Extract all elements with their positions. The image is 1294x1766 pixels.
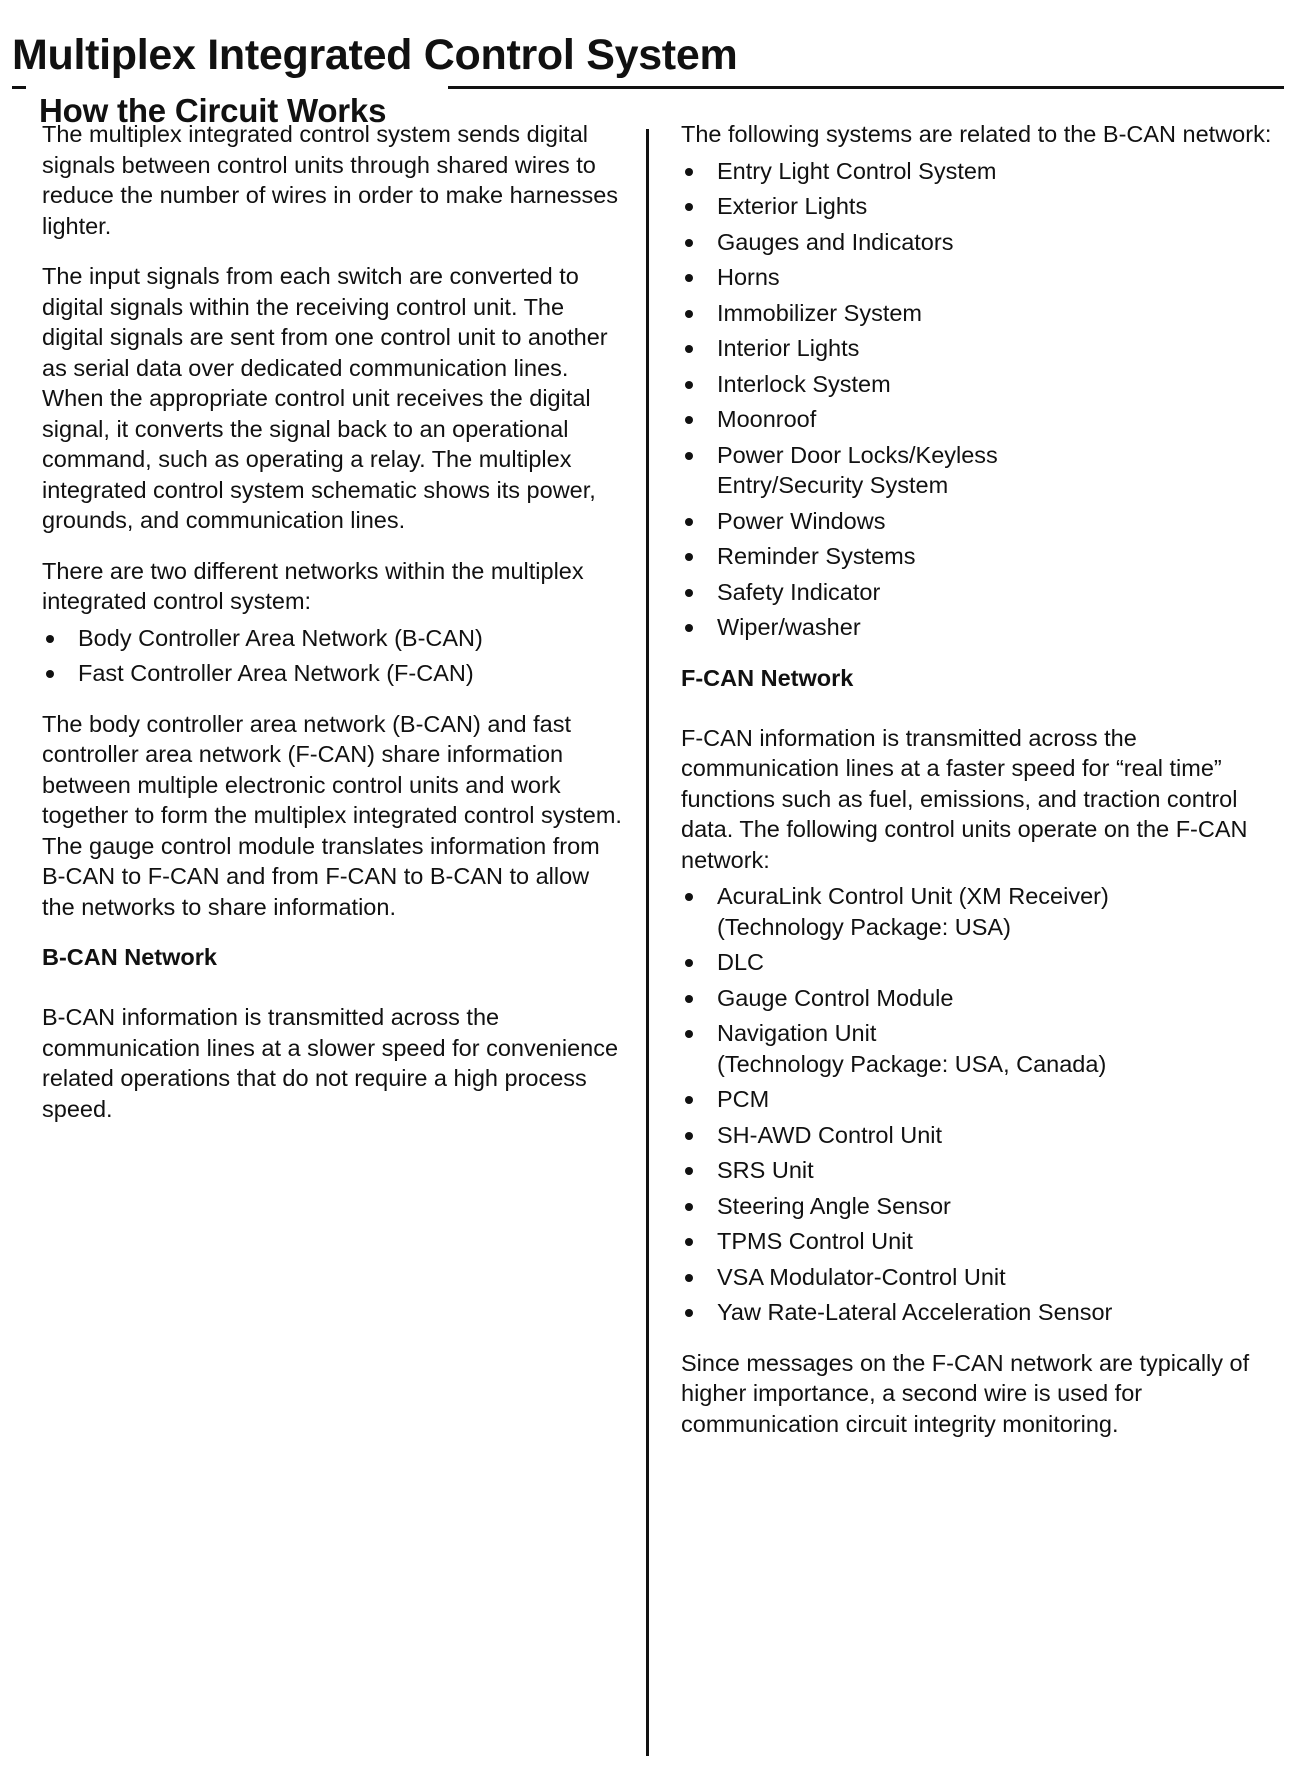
list-item: Steering Angle Sensor — [681, 1191, 1281, 1222]
list-item: VSA Modulator-Control Unit — [681, 1262, 1281, 1293]
list-item: Wiper/washer — [681, 612, 1281, 643]
closing-paragraph: Since messages on the F-CAN network are typically of higher importance, a second wire is used for communication circuit integrity monitoring. — [681, 1349, 1250, 1437]
bullet-icon — [685, 518, 693, 526]
bullet-icon — [685, 168, 693, 176]
bullet-icon — [685, 624, 693, 632]
bullet-icon — [685, 1238, 693, 1246]
list-item: Exterior Lights — [681, 191, 1281, 222]
fcan-heading: F-CAN Network — [681, 664, 854, 691]
intro-paragraph: The multiplex integrated control system sends digital signals between control units through shared wires to reduce the number of wires in order to make harnesses lighter. — [42, 121, 619, 239]
list-item: PCM — [681, 1084, 1281, 1115]
list-item: Safety Indicator — [681, 577, 1281, 608]
list-item: Fast Controller Area Network (F-CAN) — [42, 658, 622, 689]
bcan-systems-intro: The following systems are related to the B-CAN network: — [681, 121, 1272, 147]
bullet-icon — [685, 1309, 693, 1317]
list-item: SRS Unit — [681, 1155, 1281, 1186]
bullet-icon — [685, 553, 693, 561]
bullet-icon — [685, 1167, 693, 1175]
bullet-icon — [685, 274, 693, 282]
list-item: Horns — [681, 262, 1281, 293]
bullet-icon — [685, 1030, 693, 1038]
bullet-icon — [685, 452, 693, 460]
list-item-note: (Technology Package: USA, Canada) — [717, 1050, 1107, 1077]
bullet-icon — [46, 635, 54, 643]
list-item: Moonroof — [681, 404, 1281, 435]
network-list — [42, 623, 622, 689]
bullet-icon — [685, 959, 693, 967]
bullet-icon — [685, 893, 693, 901]
list-item: DLC — [681, 947, 1281, 978]
right-column — [681, 119, 1281, 1459]
list-item: Yaw Rate-Lateral Acceleration Sensor — [681, 1297, 1281, 1328]
bullet-icon — [685, 239, 693, 247]
bullet-icon — [685, 1274, 693, 1282]
bullet-icon — [685, 203, 693, 211]
signal-paragraph: The input signals from each switch are converted to digital signals within the receiving control unit. The digital signals are sent from one control unit to another as serial data over dedicated communication lines. When the appropriate control unit receives the digital signal, it converts the signal back to an operational command, such as operating a relay. The multiplex integrated control system schematic shows its power, grounds, and communication lines. — [42, 263, 608, 533]
bullet-icon — [685, 416, 693, 424]
list-item: Power Windows — [681, 506, 1281, 537]
page-title: Multiplex Integrated Control System — [12, 30, 738, 79]
list-item: SH-AWD Control Unit — [681, 1120, 1281, 1151]
section-header — [12, 64, 1284, 130]
networks-intro-paragraph: There are two different networks within the multiplex integrated control system: — [42, 557, 584, 614]
list-item: Interior Lights — [681, 333, 1281, 364]
list-item: Navigation Unit (Technology Package: USA, Canada) — [681, 1018, 1281, 1079]
list-item: Entry Light Control System — [681, 156, 1281, 187]
bullet-icon — [46, 670, 54, 678]
list-item: Reminder Systems — [681, 541, 1281, 572]
list-item: Gauges and Indicators — [681, 227, 1281, 258]
subtitle-dash — [12, 86, 26, 89]
section-subtitle: How the Circuit Works — [39, 92, 387, 130]
bullet-icon — [685, 589, 693, 597]
column-divider — [646, 129, 649, 1756]
list-item: Power Door Locks/Keyless Entry/Security System — [681, 440, 1281, 501]
list-item: TPMS Control Unit — [681, 1226, 1281, 1257]
bullet-icon — [685, 381, 693, 389]
list-item: Interlock System — [681, 369, 1281, 400]
bullet-icon — [685, 345, 693, 353]
shared-info-paragraph: The body controller area network (B-CAN) and fast controller area network (F-CAN) share information between multiple electronic control units and work together to form the multiplex integrated control system. The gauge control module translates information from B-CAN to F-CAN and from F-CAN to B-CAN to allow the networks to share information. — [42, 710, 622, 920]
list-item: Body Controller Area Network (B-CAN) — [42, 623, 622, 654]
list-item-note: (Technology Package: USA) — [717, 913, 1011, 940]
left-column — [42, 119, 622, 1144]
fcan-units-list — [681, 881, 1281, 1328]
list-item: Immobilizer System — [681, 298, 1281, 329]
bullet-icon — [685, 1132, 693, 1140]
fcan-paragraph: F-CAN information is transmitted across the communication lines at a faster speed for “real time” functions such as fuel, emissions, and traction control data. The following control units operate on the F-CAN network: — [681, 724, 1248, 873]
bullet-icon — [685, 310, 693, 318]
list-item: AcuraLink Control Unit (XM Receiver) (Technology Package: USA) — [681, 881, 1281, 942]
header-rule — [448, 86, 1284, 89]
bullet-icon — [685, 1096, 693, 1104]
bcan-systems-list — [681, 156, 1281, 643]
bullet-icon — [685, 995, 693, 1003]
list-item: Gauge Control Module — [681, 983, 1281, 1014]
bcan-heading: B-CAN Network — [42, 944, 217, 970]
bcan-paragraph: B-CAN information is transmitted across the communication lines at a slower speed for convenience related operations that do not require a high process speed. — [42, 1004, 619, 1122]
bullet-icon — [685, 1203, 693, 1211]
